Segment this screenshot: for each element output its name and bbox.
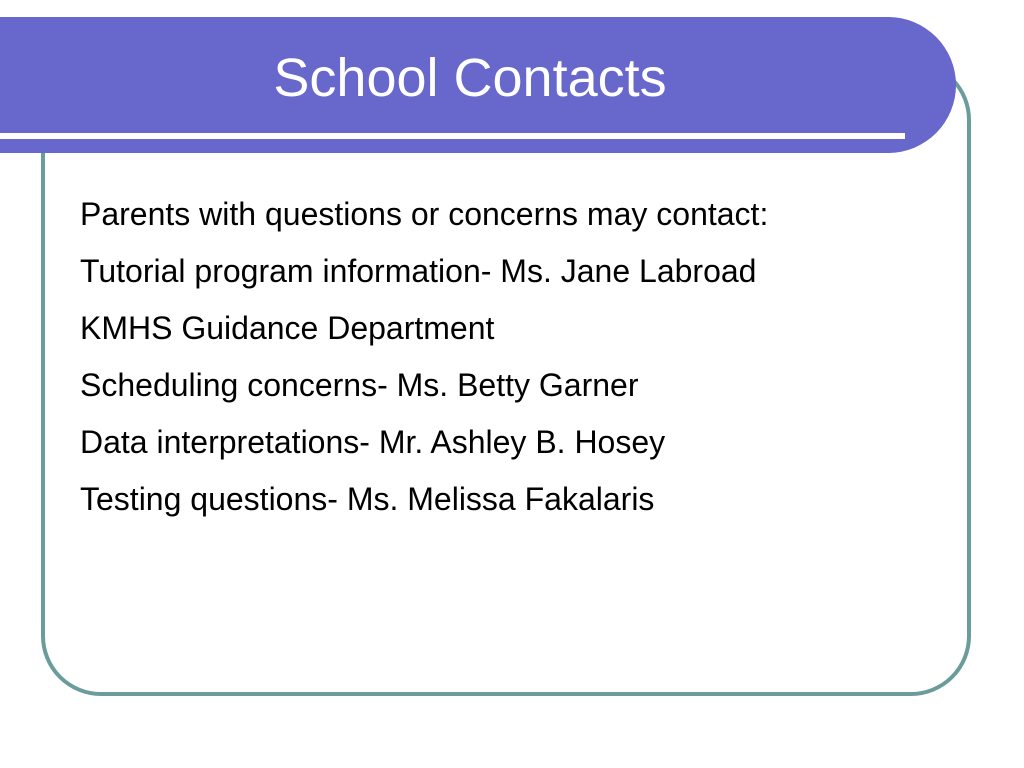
contact-list: [80, 186, 960, 528]
contact-line-data: Data interpretations- Mr. Ashley B. Hosey: [80, 424, 666, 460]
contact-line-guidance: KMHS Guidance Department: [80, 310, 495, 346]
intro-line: Parents with questions or concerns may contact:: [80, 196, 769, 232]
title-underline-rule: [0, 133, 905, 139]
contact-line-tutorial: Tutorial program information- Ms. Jane Labroad: [80, 253, 757, 289]
contact-line-testing: Testing questions- Ms. Melissa Fakalaris: [80, 481, 655, 517]
slide-title: School Contacts: [273, 48, 667, 108]
contact-line-scheduling: Scheduling concerns- Ms. Betty Garner: [80, 367, 639, 403]
